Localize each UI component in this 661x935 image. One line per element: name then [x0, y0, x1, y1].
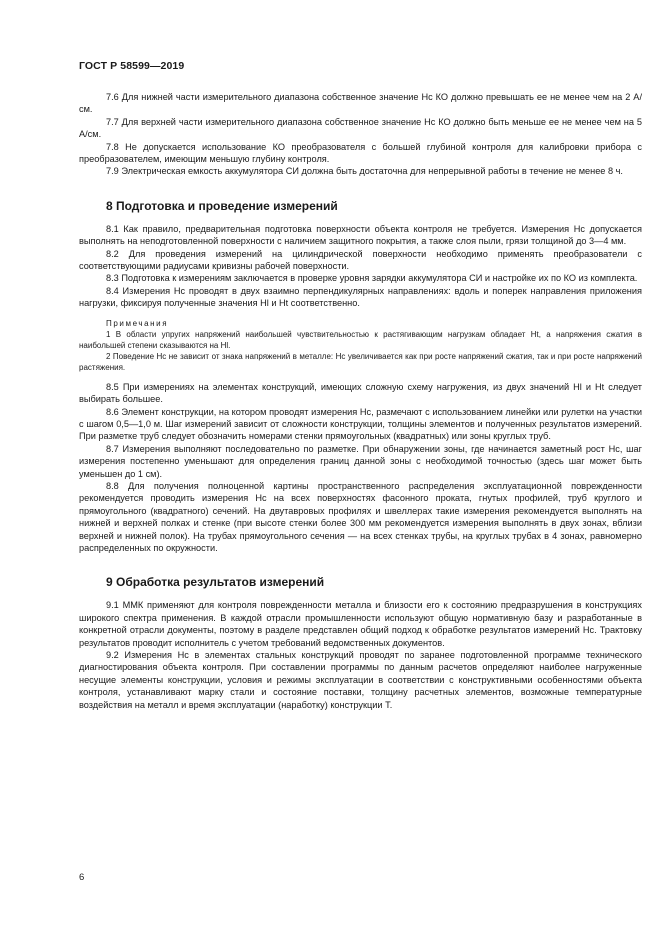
paragraph-9-2: 9.2 Измерения Hс в элементах стальных конструкций проводят по заранее подготовленной программе технического диагностирования объекта контроля. При составлении программы по данным расчетов определяют наиболее нагруженные несущие элементы конструкции, условия и режимы эксплуатации в соответствии с конструктивными особенностями объекта контроля, устанавливают марку стали и состояние поставки, толщину расчетных элементов, возможные температурные воздействия на металл и время эксплуатации (наработку) конструкции T.: [79, 650, 642, 710]
paragraph-8-7: 8.7 Измерения выполняют последовательно по разметке. При обнаружении зоны, где начинается заметный рост Hс, шаг измерения постепенно уменьшают для определения границ данной зоны с необходимой точностью (здесь шаг может быть уменьшен до 1 см).: [79, 443, 642, 479]
section-8-heading: 8 Подготовка и проведение измерений: [106, 198, 338, 213]
paragraph-7-7: 7.7 Для верхней части измерительного диапазона собственное значение Hс КО должно быть меньше ее не менее чем на 5 А/см.: [79, 116, 642, 140]
paragraph-8-4: 8.4 Измерения Hс проводят в двух взаимно перпендикулярных направлениях: вдоль и поперек направления приложения нагрузки, фиксируя полученные значения Hl и Ht соответственно.: [79, 285, 642, 309]
notes-label: Примечания: [106, 318, 169, 328]
page-number: 6: [79, 872, 85, 883]
paragraph-9-1: 9.1 ММК применяют для контроля поврежденности металла и близости его к состоянию предразрушения в конструкциях широкого спектра применения. В каждой отрасли промышленности используют общую нормативную базу и разработанные в конкретной отрасли документы, поэтому в разделе представлен общий подход к обработке результатов измерений Hс. Трактовку результатов проводит исполнитель с учетом требований ведомственных документов.: [79, 600, 642, 648]
document-body: [79, 91, 642, 711]
paragraph-8-3: 8.3 Подготовка к измерениям заключается в проверке уровня зарядки аккумулятора СИ и настройке их по КО из комплекта.: [106, 273, 638, 284]
paragraph-8-8: 8.8 Для получения полноценной картины пространственного распределения эксплуатационной поврежденности рекомендуется проводить измерения Hс на всех поверхностях фасонного проката, гнутых профилей, труб круглого и прямоугольного (квадратного) сечений. На двутавровых профилях и швеллерах такие измерения рекомендуется выполнять на нижней и верхней полках и стенке (при высоте стенки более 300 мм рекомендуется измерения выполнять в двух зонах, вблизи верхней и нижней полок). На трубах прямоугольного сечения — на всех стенках трубы, на круглых трубах в 4 зонах, равномерно распределенных по окружности.: [79, 480, 642, 553]
paragraph-7-9: 7.9 Электрическая емкость аккумулятора СИ должна быть достаточна для непрерывной работы в течение не менее 8 ч.: [106, 166, 623, 177]
document-code: ГОСТ Р 58599—2019: [79, 60, 185, 72]
section-9-heading: 9 Обработка результатов измерений: [106, 575, 325, 590]
paragraph-8-5: 8.5 При измерениях на элементах конструкций, имеющих сложную схему нагружения, из двух значений Hl и Ht следует выбирать большее.: [79, 381, 642, 405]
paragraph-8-2: 8.2 Для проведения измерений на цилиндрической поверхности необходимо применять преобразователи с соответствующими радиусами кривизны рабочей поверхности.: [79, 248, 642, 272]
note-1: 1 В области упругих напряжений наибольшей чувствительностью к растягивающим нагрузкам обладает Ht, а напряжения сжатия в наибольшей степени сказываются на Hl.: [79, 329, 642, 350]
paragraph-7-6: 7.6 Для нижней части измерительного диапазона собственное значение Hс КО должно превышать ее не менее чем на 2 А/см.: [79, 92, 642, 115]
note-2: 2 Поведение Hс не зависит от знака напряжений в металле: Hс увеличивается как при росте напряжений сжатия, так и при росте напряжений растяжения.: [79, 351, 642, 372]
paragraph-8-6: 8.6 Элемент конструкции, на котором проводят измерения Hс, размечают с использованием линейки или рулетки на участки с шагом 0,5—1,0 м. Шаг измерений зависит от сложности конструкции, толщины элементов и полученных результатов измерений. При разметке труб следует обозначить номерами стенки прямоугольных (квадратных) или зоны круглых труб.: [79, 406, 642, 442]
paragraph-8-1: 8.1 Как правило, предварительная подготовка поверхности объекта контроля не требуется. Измерения Hс допускается выполнять на неподготовленной поверхности с наличием защитного покрытия, а также слоя пыли, грязи толщиной до 3—4 мм.: [79, 223, 642, 247]
paragraph-7-8: 7.8 Не допускается использование КО преобразователя с большей глубиной контроля для калибровки прибора с преобразователем, имеющим меньшую глубину контроля.: [79, 141, 642, 165]
